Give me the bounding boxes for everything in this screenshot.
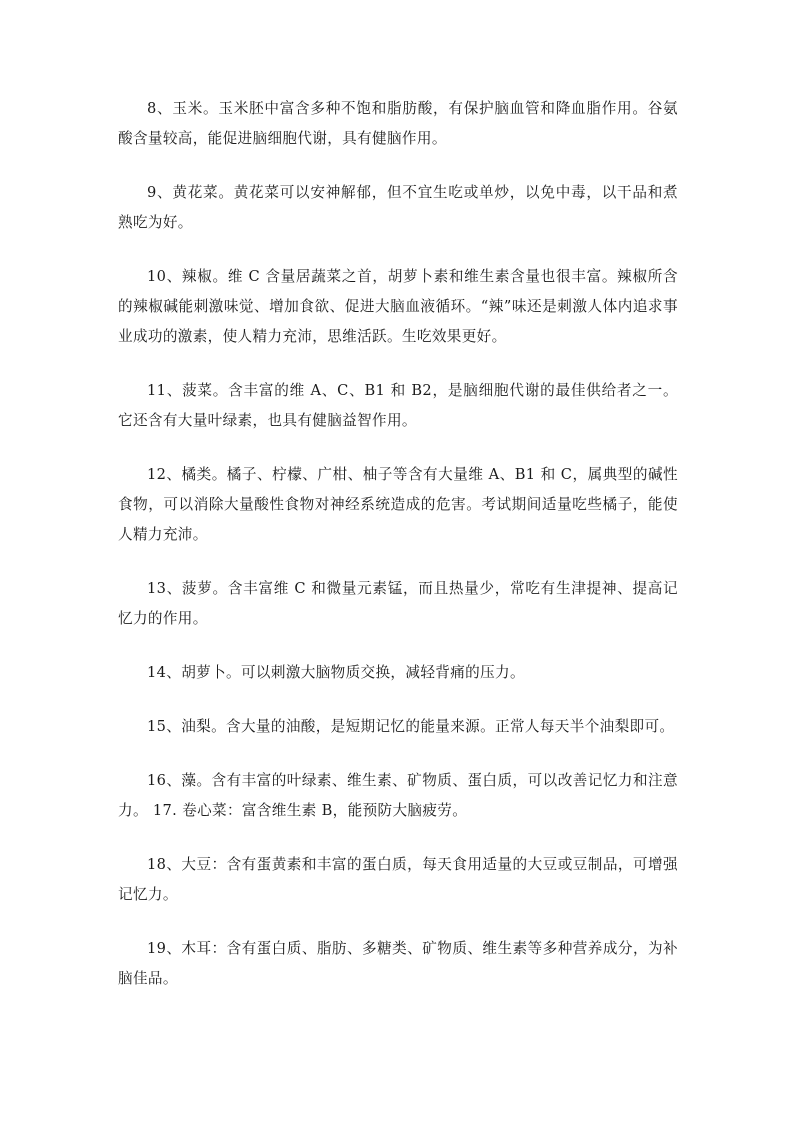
paragraph-corn: 8、玉米。玉米胚中富含多种不饱和脂肪酸，有保护脑血管和降血脂作用。谷氨酸含量较高，能促进脑细胞代谢，具有健脑作用。 [118,100,678,147]
document-body [118,94,678,1018]
paragraph-chili: 10、辣椒。维 C 含量居蔬菜之首，胡萝卜素和维生素含量也很丰富。辣椒所含的辣椒碱能刺激味觉、增加食欲、促进大脑血液循环。“辣”味还是刺激人体内追求事业成功的激素，使人精力充沛，思维活跃。生吃效果更好。 [118,268,678,345]
paragraph-algae-cabbage: 16、藻。含有丰富的叶绿素、维生素、矿物质、蛋白质，可以改善记忆力和注意力。 17. 卷心菜：富含维生素 B，能预防大脑疲劳。 [118,772,678,819]
paragraph-daylily: 9、黄花菜。黄花菜可以安神解郁，但不宜生吃或单炒，以免中毒，以干品和煮熟吃为好。 [118,184,678,231]
paragraph-avocado: 15、油梨。含大量的油酸，是短期记忆的能量来源。正常人每天半个油梨即可。 [147,718,675,735]
paragraph-wood-ear: 19、木耳：含有蛋白质、脂肪、多糖类、矿物质、维生素等多种营养成分，为补脑佳品。 [118,940,678,987]
paragraph-pineapple: 13、菠萝。含丰富维 C 和微量元素锰，而且热量少，常吃有生津提神、提高记忆力的作用。 [118,580,678,627]
paragraph-citrus: 12、橘类。橘子、柠檬、广柑、柚子等含有大量维 A、B1 和 C，属典型的碱性食物，可以消除大量酸性食物对神经系统造成的危害。考试期间适量吃些橘子，能使人精力充沛。 [118,466,678,543]
paragraph-soybean: 18、大豆：含有蛋黄素和丰富的蛋白质，每天食用适量的大豆或豆制品，可增强记忆力。 [118,856,678,903]
paragraph-carrot: 14、胡萝卜。可以刺激大脑物质交换，减轻背痛的压力。 [147,664,525,681]
paragraph-spinach: 11、菠菜。含丰富的维 A、C、B1 和 B2，是脑细胞代谢的最佳供给者之一。它还含有大量叶绿素，也具有健脑益智作用。 [118,382,678,429]
